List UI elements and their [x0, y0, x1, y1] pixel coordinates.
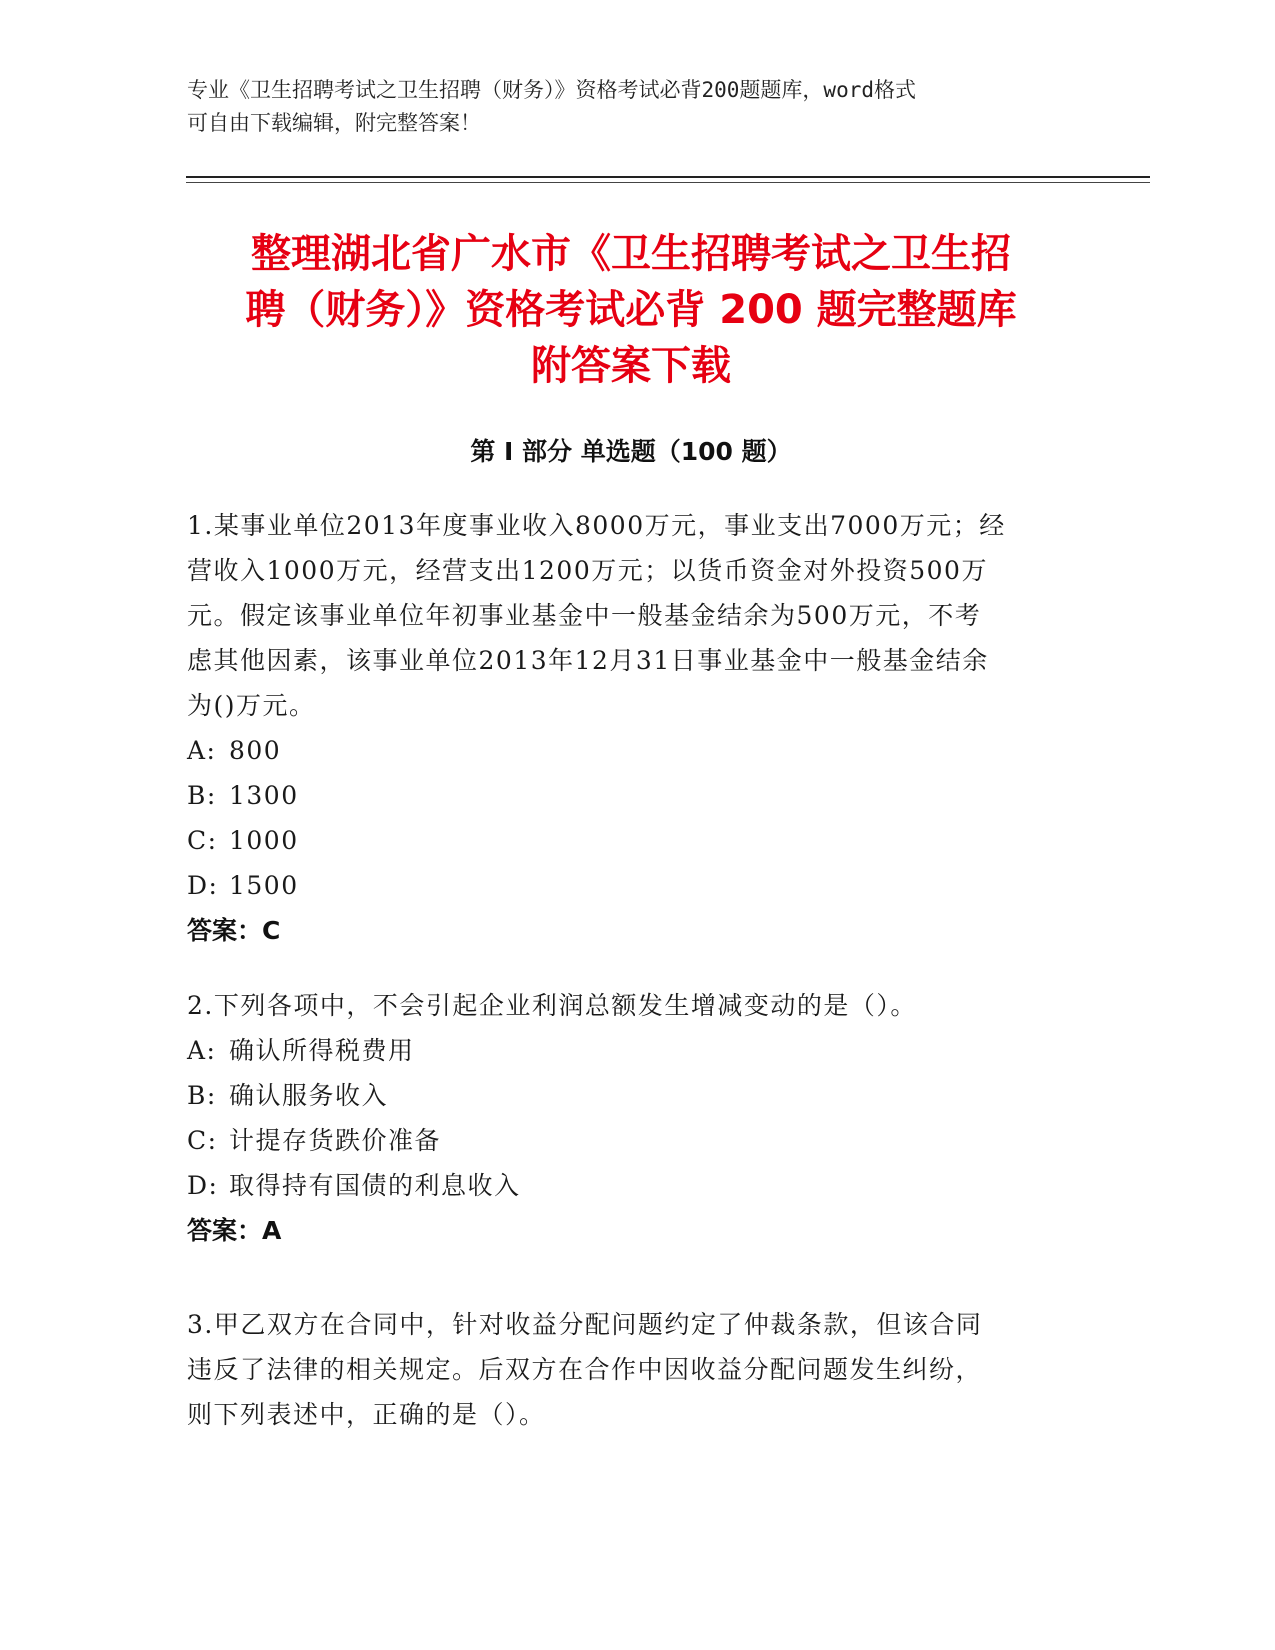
option-key: D:	[187, 1171, 219, 1200]
question-1	[187, 503, 1072, 953]
answer: 答案：C	[187, 916, 281, 945]
option-key: C:	[187, 1126, 218, 1155]
header-note-line-2: 可自由下载编辑，附完整答案！	[187, 111, 481, 135]
option-text: 800	[229, 736, 282, 765]
option-key: A:	[187, 736, 217, 765]
stem-line: 1.某事业单位2013年度事业收入8000万元，事业支出7000万元；经	[187, 511, 1006, 540]
stem-line: 营收入1000万元，经营支出1200万元；以货币资金对外投资500万	[187, 556, 988, 585]
option-text: 取得持有国债的利息收入	[229, 1171, 521, 1200]
stem-line: 违反了法律的相关规定。后双方在合作中因收益分配问题发生纠纷，	[187, 1355, 983, 1384]
option-text: 1300	[229, 781, 299, 810]
title-line-1: 整理湖北省广水市《卫生招聘考试之卫生招	[251, 231, 1011, 277]
document-title	[186, 226, 1076, 394]
option-b	[187, 1073, 1072, 1118]
option-d	[187, 1163, 1072, 1208]
option-d	[187, 863, 1072, 908]
option-text: 1000	[229, 826, 299, 855]
option-text: 1500	[229, 871, 299, 900]
question-2	[187, 983, 1072, 1253]
option-a	[187, 1028, 1072, 1073]
option-key: C:	[187, 826, 218, 855]
option-text: 确认所得税费用	[229, 1036, 415, 1065]
option-key: B:	[187, 1081, 217, 1110]
option-key: D:	[187, 871, 219, 900]
header-divider-thin	[186, 182, 1150, 183]
title-line-3: 附答案下载	[531, 343, 731, 389]
section-title: 第 I 部分 单选题（100 题）	[470, 437, 792, 466]
option-text: 确认服务收入	[229, 1081, 389, 1110]
option-text: 计提存货跌价准备	[229, 1126, 442, 1155]
option-key: A:	[187, 1036, 217, 1065]
stem-line: 3.甲乙双方在合同中，针对收益分配问题约定了仲裁条款，但该合同	[187, 1310, 983, 1339]
option-key: B:	[187, 781, 217, 810]
option-c	[187, 818, 1072, 863]
question-stem	[187, 503, 1072, 728]
header-note	[187, 74, 1067, 140]
header-note-line-1: 专业《卫生招聘考试之卫生招聘（财务）》资格考试必背200题题库，word格式	[187, 78, 916, 102]
option-a	[187, 728, 1072, 773]
stem-line: 2.下列各项中，不会引起企业利润总额发生增减变动的是（）。	[187, 991, 917, 1020]
stem-line: 则下列表述中，正确的是（）。	[187, 1400, 546, 1429]
title-line-2: 聘（财务）》资格考试必背 200 题完整题库	[245, 287, 1017, 333]
stem-line: 元。假定该事业单位年初事业基金中一般基金结余为500万元，不考	[187, 601, 982, 630]
option-b	[187, 773, 1072, 818]
stem-line: 为()万元。	[187, 691, 316, 720]
question-stem	[187, 1302, 1072, 1437]
question-stem	[187, 983, 1072, 1028]
stem-line: 虑其他因素，该事业单位2013年12月31日事业基金中一般基金结余	[187, 646, 989, 675]
header-divider-thick	[186, 176, 1150, 178]
option-c	[187, 1118, 1072, 1163]
answer: 答案：A	[187, 1216, 282, 1245]
question-3	[187, 1302, 1072, 1437]
